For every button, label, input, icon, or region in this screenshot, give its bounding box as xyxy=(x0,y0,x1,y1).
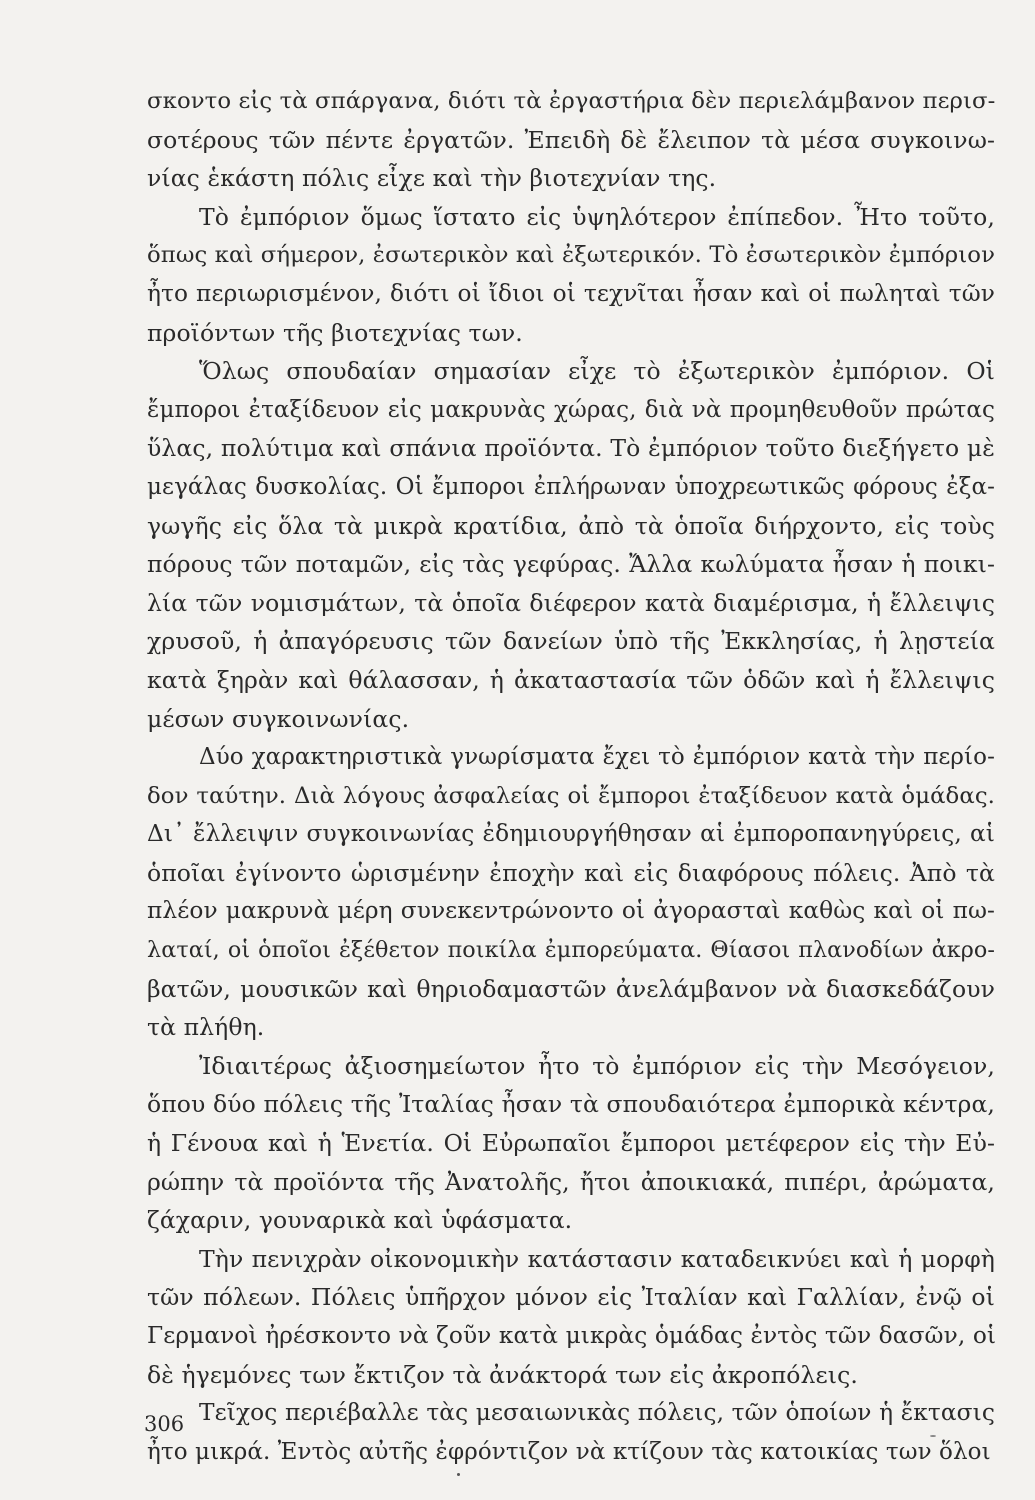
text-line: ἔμποροι ἐταξίδευον εἰς μακρυνὰς χώρας, διὰ νὰ προμηθευθοῦν πρώτας xyxy=(147,396,995,423)
text-line: πόρους τῶν ποταμῶν, εἰς τὰς γεφύρας. Ἄλλα κωλύματα ἦσαν ἡ ποικι- xyxy=(147,550,995,579)
text-line: ὕλας, πολύτιμα καὶ σπάνια προϊόντα. Τὸ ἐμπόριον τοῦτο διεξήγετο μὲ xyxy=(147,434,995,463)
paragraph xyxy=(147,198,995,352)
text-line: Ἰδιαιτέρως ἀξιοσημείωτον ἦτο τὸ ἐμπόριον εἰς τὴν Μεσόγειον, xyxy=(199,1051,995,1080)
text-line: γωγῆς εἰς ὅλα τὰ μικρὰ κρατίδια, ἀπὸ τὰ ὁποῖα διήρχοντο, εἰς τοὺς xyxy=(147,511,995,540)
text-line: πλέον μακρυνὰ μέρη συνεκεντρώνοντο οἱ ἀγορασταὶ καθὼς καὶ οἱ πω- xyxy=(147,897,995,925)
text-line: Δύο χαρακτηριστικὰ γνωρίσματα ἔχει τὸ ἐμπόριον κατὰ τὴν περίο- xyxy=(199,744,995,771)
text-line: Τὸ ἐμπόριον ὅμως ἵστατο εἰς ὑψηλότερον ἐπίπεδον. Ἦτο τοῦτο, xyxy=(199,202,995,231)
text-line: προϊόντων τῆς βιοτεχνίας των. xyxy=(147,318,523,347)
text-line: χρυσοῦ, ἡ ἀπαγόρευσις τῶν δανείων ὑπὸ τῆς Ἐκκλησίας, ἡ λῃστεία xyxy=(147,627,995,656)
paragraph xyxy=(147,1394,995,1471)
paragraph xyxy=(147,82,995,198)
text-line: δον ταύτην. Διὰ λόγους ἀσφαλείας οἱ ἔμποροι ἐταξίδευον κατὰ ὁμάδας. xyxy=(147,782,995,809)
text-line: ἦτο μικρά. Ἐντὸς αὐτῆς ἐφρόντιζον νὰ κτίζουν τὰς κατοικίας των ὅλοι xyxy=(147,1438,991,1465)
paragraph xyxy=(147,1047,995,1240)
text-line: ἦτο περιωρισμένον, διότι οἱ ἴδιοι οἱ τεχνῖται ἦσαν καὶ οἱ πωληταὶ τῶν xyxy=(147,279,995,307)
text-line: ρώπην τὰ προϊόντα τῆς Ἀνατολῆς, ἤτοι ἀποικιακά, πιπέρι, ἀρώματα, xyxy=(147,1167,995,1196)
text-line: Δι᾽ ἔλλειψιν συγκοινωνίας ἐδημιουργήθησαν αἱ ἐμποροπανηγύρεις, αἱ xyxy=(147,820,995,848)
text-line: Τεῖχος περιέβαλλε τὰς μεσαιωνικὰς πόλεις, τῶν ὁποίων ἡ ἔκτασις xyxy=(199,1399,995,1427)
text-line: Ὅλως σπουδαίαν σημασίαν εἶχε τὸ ἐξωτερικὸν ἐμπόριον. Οἱ xyxy=(199,357,995,386)
text-line: λία τῶν νομισμάτων, τὰ ὁποῖα διέφερον κατὰ διαμέρισμα, ἡ ἔλλειψις xyxy=(147,588,995,617)
text-line: βατῶν, μουσικῶν καὶ θηριοδαμαστῶν ἀνελάμβανον νὰ διασκεδάζουν xyxy=(147,974,995,1003)
text-line: δὲ ἡγεμόνες των ἔκτιζον τὰ ἀνάκτορά των εἰς ἀκροπόλεις. xyxy=(147,1360,858,1389)
page-number: 306 xyxy=(144,1412,185,1436)
text-line: τῶν πόλεων. Πόλεις ὑπῆρχον μόνον εἰς Ἰταλίαν καὶ Γαλλίαν, ἐνῷ οἱ xyxy=(147,1283,995,1312)
body-text xyxy=(147,82,995,1471)
text-line: ὁποῖαι ἐγίνοντο ὡρισμένην ἐποχὴν καὶ εἰς διαφόρους πόλεις. Ἀπὸ τὰ xyxy=(147,858,995,887)
paragraph xyxy=(147,738,995,1047)
paragraph xyxy=(147,352,995,738)
text-line: λαταί, οἱ ὁποῖοι ἐξέθετον ποικίλα ἐμπορεύματα. Θίασοι πλανοδίων ἀκρο- xyxy=(147,937,995,964)
text-line: ζάχαριν, γουναρικὰ καὶ ὑφάσματα. xyxy=(147,1206,573,1235)
text-line: Τὴν πενιχρὰν οἰκονομικὴν κατάστασιν καταδεικνύει καὶ ἡ μορφὴ xyxy=(199,1244,995,1273)
text-line: μέσων συγκοινωνίας. xyxy=(147,704,410,733)
text-line: ὅπου δύο πόλεις τῆς Ἰταλίας ἦσαν τὰ σπουδαιότερα ἐμπορικὰ κέντρα, xyxy=(147,1090,995,1119)
text-line: τὰ πλήθη. xyxy=(147,1013,265,1042)
print-speck xyxy=(457,1473,460,1476)
text-line: σοτέρους τῶν πέντε ἐργατῶν. Ἐπειδὴ δὲ ἔλειπον τὰ μέσα συγκοινω- xyxy=(147,125,995,154)
text-line: Γερμανοὶ ἠρέσκοντο νὰ ζοῦν κατὰ μικρὰς ὁμάδας ἐντὸς τῶν δασῶν, οἱ xyxy=(147,1322,997,1349)
print-speck xyxy=(930,1435,936,1437)
text-line: ἡ Γένουα καὶ ἡ Ἑνετία. Οἱ Εὐρωπαῖοι ἔμποροι μετέφερον εἰς τὴν Εὐ- xyxy=(147,1129,995,1158)
paragraph xyxy=(147,1240,995,1394)
text-line: μεγάλας δυσκολίας. Οἱ ἔμποροι ἐπλήρωναν ὑποχρεωτικῶς φόρους ἐξα- xyxy=(147,473,995,500)
text-line: κατὰ ξηρὰν καὶ θάλασσαν, ἡ ἀκαταστασία τῶν ὁδῶν καὶ ἡ ἔλλειψις xyxy=(147,665,995,694)
text-line: ὅπως καὶ σήμερον, ἐσωτερικὸν καὶ ἐξωτερικόν. Τὸ ἐσωτερικὸν ἐμπόριον xyxy=(147,242,996,269)
text-line: νίας ἑκάστη πόλις εἶχε καὶ τὴν βιοτεχνίαν της. xyxy=(147,164,717,193)
text-line: σκοντο εἰς τὰ σπάργανα, διότι τὰ ἐργαστήρια δὲν περιελάμβανον περισ- xyxy=(147,88,996,114)
